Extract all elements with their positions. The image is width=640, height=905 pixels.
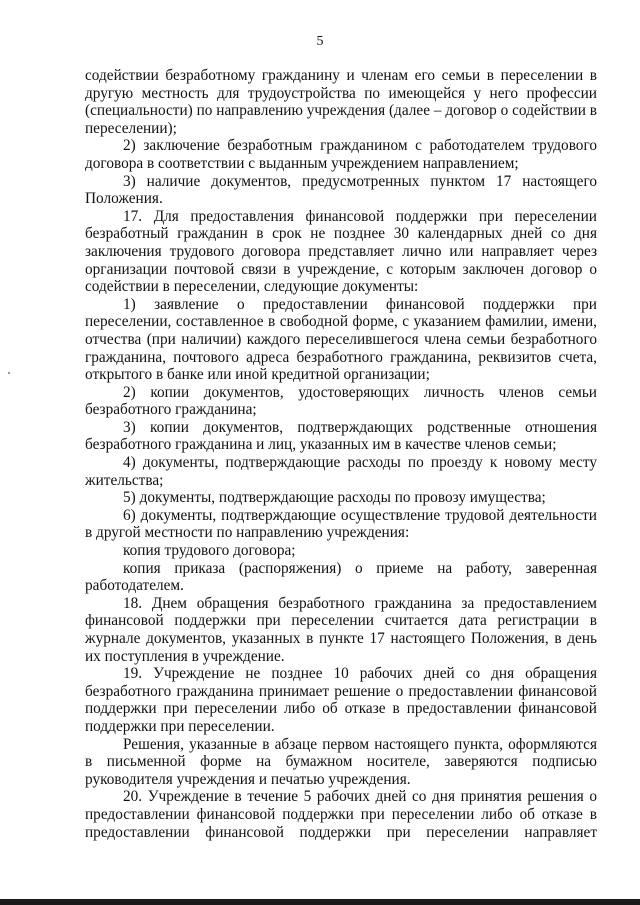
paragraph: копия приказа (распоряжения) о приеме на работу, заверенная работодателем. [85, 559, 597, 595]
paragraph: 4) документы, подтверждающие расходы по проезду к новому месту жительства; [85, 454, 597, 489]
paragraph: 2) копии документов, удостоверяющих личность членов семьи безработного гражданина; [85, 383, 597, 419]
scan-speck [8, 372, 10, 374]
paragraph: 5) документы, подтверждающие расходы по провозу имущества; [123, 489, 546, 507]
paragraph: содействии безработному гражданину и членам его семьи в переселении в другую местность для трудоустройства по имеющейся у него профессии (специальности) по направлению учреждения (далее – договор о содействии в переселении); [85, 67, 597, 137]
paragraph: 2) заключение безработным гражданином с работодателем трудового договора в соответствии с выданным учреждением направлением; [85, 137, 597, 172]
paragraph: копия трудового договора; [123, 542, 296, 560]
paragraph: 3) копии документов, подтверждающих родственные отношения безработного гражданина и лиц, указанных им в качестве членов семьи; [85, 418, 597, 454]
paragraph: 3) наличие документов, предусмотренных пунктом 17 настоящего Положения. [85, 172, 597, 208]
paragraph: 19. Учреждение не позднее 10 рабочих дней со дня обращения безработного гражданина принимает решение о предоставлении финансовой поддержки при переселении либо об отказе в предоставлении финансовой поддержки при переселении. [85, 665, 597, 735]
document-body [85, 67, 597, 841]
page-number: 5 [316, 34, 324, 49]
paragraph: 17. Для предоставления финансовой поддержки при переселении безработный гражданин в срок не позднее 30 календарных дней со дня заключения трудового договора представляет лично или направляет через организации почтовой связи в учреждение, с которым заключен договор о содействии в переселении, следующие документы: [85, 207, 597, 296]
paragraph: 18. Днем обращения безработного гражданина за предоставлением финансовой поддержки при переселении считается дата регистрации в журнале документов, указанных в пункте 17 настоящего Положения, в день их поступления в учреждение. [85, 594, 597, 665]
paragraph: 6) документы, подтверждающие осуществление трудовой деятельности в другой местности по направлению учреждения: [85, 506, 597, 542]
paragraph: 20. Учреждение в течение 5 рабочих дней со дня принятия решения о предоставлении финансовой поддержки при переселении либо об отказе в предоставлении финансовой поддержки при переселении направляет [85, 788, 597, 841]
paragraph: 1) заявление о предоставлении финансовой поддержки при переселении, составленное в свободной форме, с указанием фамилии, имени, отчества (при наличии) каждого переселившегося члена семьи безработного гражданина, почтового адреса безработного гражданина, реквизитов счета, открытого в банке или иной кредитной организации; [85, 295, 597, 384]
paragraph: Решения, указанные в абзаце первом настоящего пункта, оформляются в письменной форме на бумажном носителе, заверяются подписью руководителя учреждения и печатью учреждения. [85, 735, 597, 788]
scan-bottom-edge [0, 899, 640, 905]
